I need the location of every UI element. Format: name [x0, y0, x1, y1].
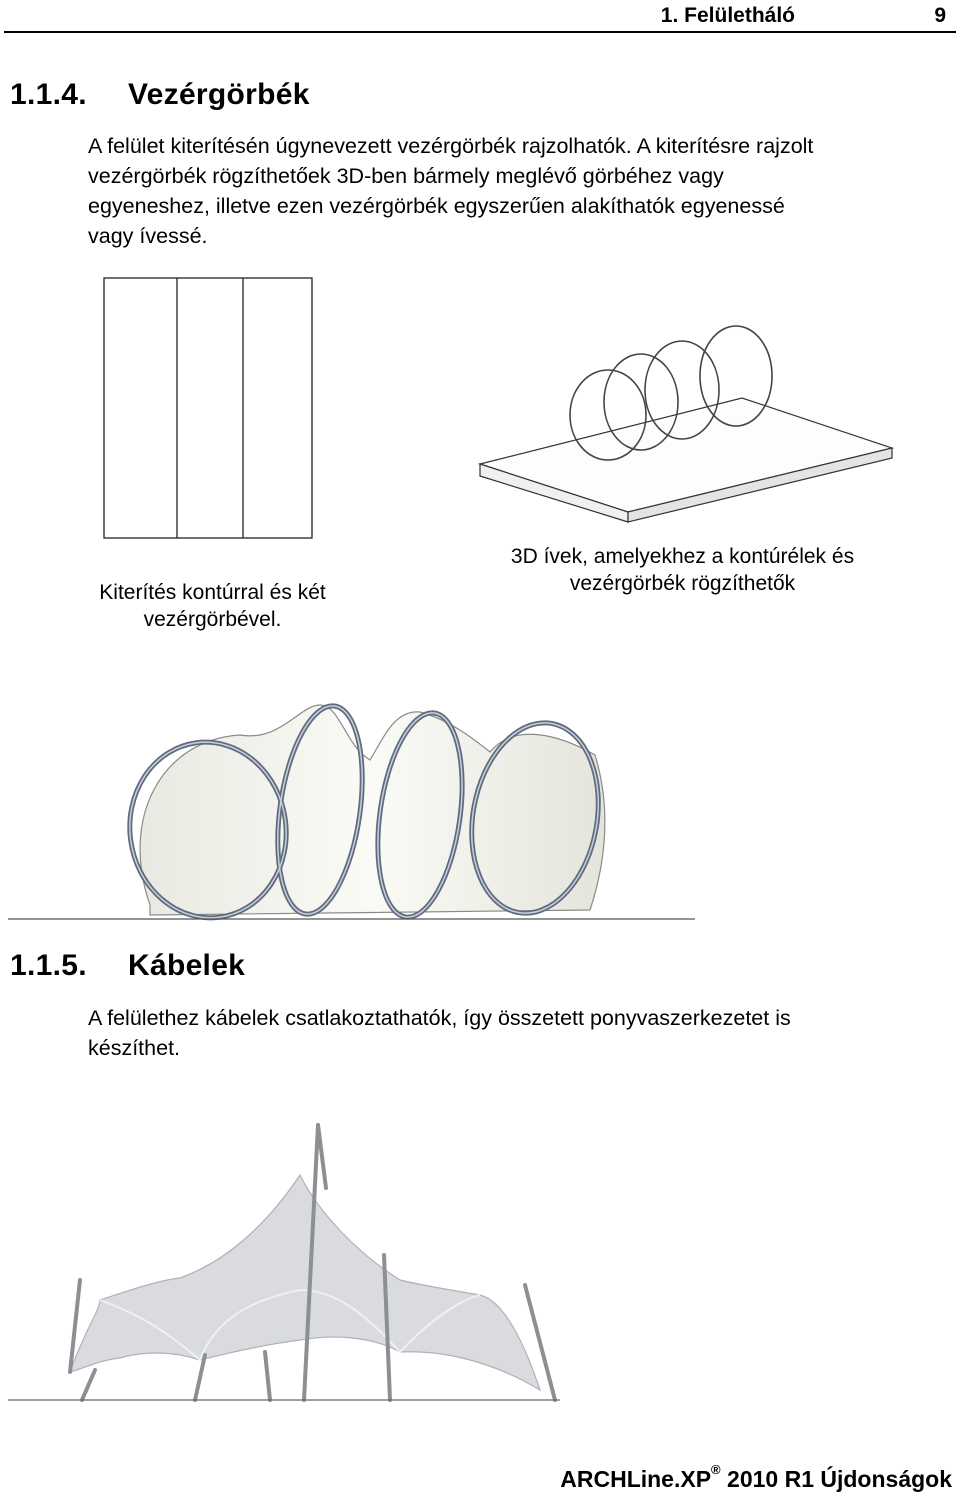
strut-3: [82, 1370, 95, 1400]
section-title: Kábelek: [128, 949, 246, 982]
strut-2: [265, 1352, 270, 1400]
strut-1: [195, 1355, 205, 1400]
paragraph-line: A felülethez kábelek csatlakoztathatók, így összetett ponyvaszerkezetet is: [88, 1006, 791, 1030]
paragraph-line: vezérgörbék rögzíthetőek 3D-ben bármely meglévő görbéhez vagy: [88, 164, 724, 188]
caption-line: vezérgörbék rögzíthetők: [569, 572, 796, 595]
footer-rest: 2010 R1 Újdonságok: [720, 1466, 952, 1492]
paragraph-line: A felület kiterítésén úgynevezett vezérgörbék rajzolhatók. A kiterítésre rajzolt: [88, 134, 814, 158]
caption-line: 3D ívek, amelyekhez a kontúrélek és: [510, 545, 855, 568]
section-number: 1.1.5.: [10, 949, 87, 982]
paragraph-line: készíthet.: [88, 1036, 181, 1060]
registered-mark: ®: [711, 1462, 721, 1478]
section-title: Vezérgörbék: [128, 78, 310, 111]
section-number: 1.1.4.: [10, 78, 87, 111]
mast-tip: [318, 1125, 326, 1188]
footer-brand: ARCHLine.XP: [560, 1466, 712, 1492]
running-header-chapter: 1. Felületháló: [660, 4, 795, 27]
caption-line: vezérgörbével.: [143, 608, 282, 631]
paragraph-line: egyeneshez, illetve ezen vezérgörbék egyszerűen alakíthatók egyenessé: [88, 194, 785, 218]
page-number: 9: [934, 4, 946, 27]
caption-line: Kiterítés kontúrral és két: [99, 581, 326, 604]
footer-product: [560, 1462, 952, 1493]
paragraph-line: vagy ívessé.: [88, 224, 208, 248]
